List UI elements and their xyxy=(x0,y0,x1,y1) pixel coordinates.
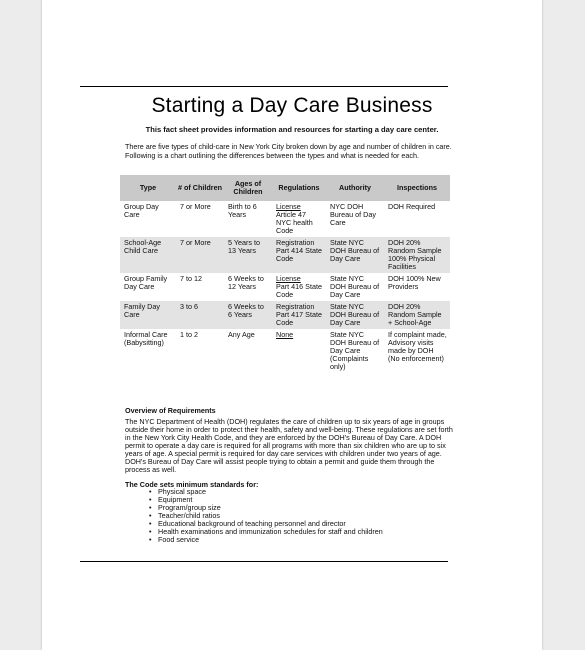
regulation-code: Part 417 State Code xyxy=(276,310,322,327)
header-ages: Ages of Children xyxy=(224,175,272,201)
regulation-type: None xyxy=(276,330,294,339)
standards-list xyxy=(125,488,445,544)
list-item: • Physical space xyxy=(125,488,445,496)
cell-children: 1 to 2 xyxy=(180,330,198,339)
document-subtitle: This fact sheet provides information and resources for starting a day care center. xyxy=(145,125,439,134)
table-row xyxy=(120,301,450,329)
list-item: • Program/group size xyxy=(125,504,445,512)
childcare-types-table xyxy=(120,175,450,373)
table-row xyxy=(120,237,450,273)
header-inspections: Inspections xyxy=(384,175,450,201)
cell-regulations xyxy=(272,329,326,373)
list-item: • Food service xyxy=(125,536,445,544)
cell-type: Group Day Care xyxy=(124,202,159,219)
overview-paragraph: The NYC Department of Health (DOH) regulates the care of children up to six years of age in groups outside their home in order to protect their health, safety and well-being. These regulations are set forth in the New York City Health Code, and they are enforced by the DOH's Bureau of Day Care. A DOH permit to operate a day care is required for all programs with more than six children who are up to six years of age. A special permit is required for day care services with children under two years of age. DOH's Bureau of Day Care will assist people trying to obtain a permit and guide them through the process as well. xyxy=(125,417,453,474)
table-row xyxy=(120,201,450,237)
table-row xyxy=(120,329,450,373)
cell-type: Informal Care (Babysitting) xyxy=(124,330,168,347)
cell-authority: State NYC DOH Bureau of Day Care xyxy=(330,274,380,299)
cell-regulations xyxy=(272,237,326,273)
cell-regulations xyxy=(272,201,326,237)
cell-ages: Any Age xyxy=(228,330,255,339)
regulation-type: License xyxy=(276,274,301,283)
list-item: • Teacher/child ratios xyxy=(125,512,445,520)
cell-inspections: DOH 20% Random Sample 100% Physical Facilities xyxy=(384,237,450,273)
cell-ages: 5 Years to 13 Years xyxy=(224,237,272,273)
regulation-type: License xyxy=(276,202,301,211)
cell-type: Group Family Day Care xyxy=(124,274,168,291)
cell-ages: 6 Weeks to 6 Years xyxy=(224,301,272,329)
cell-inspections: DOH Required xyxy=(388,202,436,211)
standards-heading: The Code sets minimum standards for: xyxy=(125,480,259,489)
cell-type: Family Day Care xyxy=(120,301,176,329)
bottom-rule xyxy=(80,561,448,562)
cell-regulations xyxy=(272,273,326,301)
cell-inspections: DOH 100% New Providers xyxy=(388,274,441,291)
cell-children: 7 or More xyxy=(180,202,211,211)
cell-inspections: If complaint made, Advisory visits made by DOH (No enforcement) xyxy=(388,330,447,363)
cell-authority: State NYC DOH Bureau of Day Care xyxy=(326,237,384,273)
cell-ages: 6 Weeks to 12 Years xyxy=(228,274,264,291)
cell-type: School-Age Child Care xyxy=(120,237,176,273)
table-header-row xyxy=(120,175,450,201)
intro-paragraph: There are five types of child-care in New York City broken down by age and number of children in care. Following is a chart outlining the differences between the types and what is needed for each. xyxy=(125,142,452,160)
list-item: • Educational background of teaching personnel and director xyxy=(125,520,445,528)
cell-authority: NYC DOH Bureau of Day Care xyxy=(330,202,376,227)
list-item: • Equipment xyxy=(125,496,445,504)
document-title: Starting a Day Care Business xyxy=(151,94,433,117)
header-children: # of Children xyxy=(176,175,224,201)
table-row xyxy=(120,273,450,301)
regulation-type: Registration xyxy=(276,302,315,311)
header-type: Type xyxy=(120,175,176,201)
list-item: • Health examinations and immunization schedules for staff and children xyxy=(125,528,445,536)
overview-heading: Overview of Requirements xyxy=(125,406,216,415)
top-rule xyxy=(80,86,448,87)
cell-inspections: DOH 20% Random Sample + School-Age xyxy=(384,301,450,329)
cell-regulations xyxy=(272,301,326,329)
cell-children: 3 to 6 xyxy=(176,301,224,329)
cell-ages: Birth to 6 Years xyxy=(228,202,257,219)
regulation-type: Registration xyxy=(276,238,315,247)
cell-children: 7 to 12 xyxy=(180,274,202,283)
cell-authority: State NYC DOH Bureau of Day Care (Complaints only) xyxy=(330,330,380,371)
cell-authority: State NYC DOH Bureau of Day Care xyxy=(326,301,384,329)
header-regulations: Regulations xyxy=(272,175,326,201)
cell-children: 7 or More xyxy=(176,237,224,273)
header-authority: Authority xyxy=(326,175,384,201)
regulation-code: Part 416 State Code xyxy=(276,282,322,299)
regulation-code: Part 414 State Code xyxy=(276,246,322,263)
regulation-code: Article 47 NYC health Code xyxy=(276,210,313,235)
